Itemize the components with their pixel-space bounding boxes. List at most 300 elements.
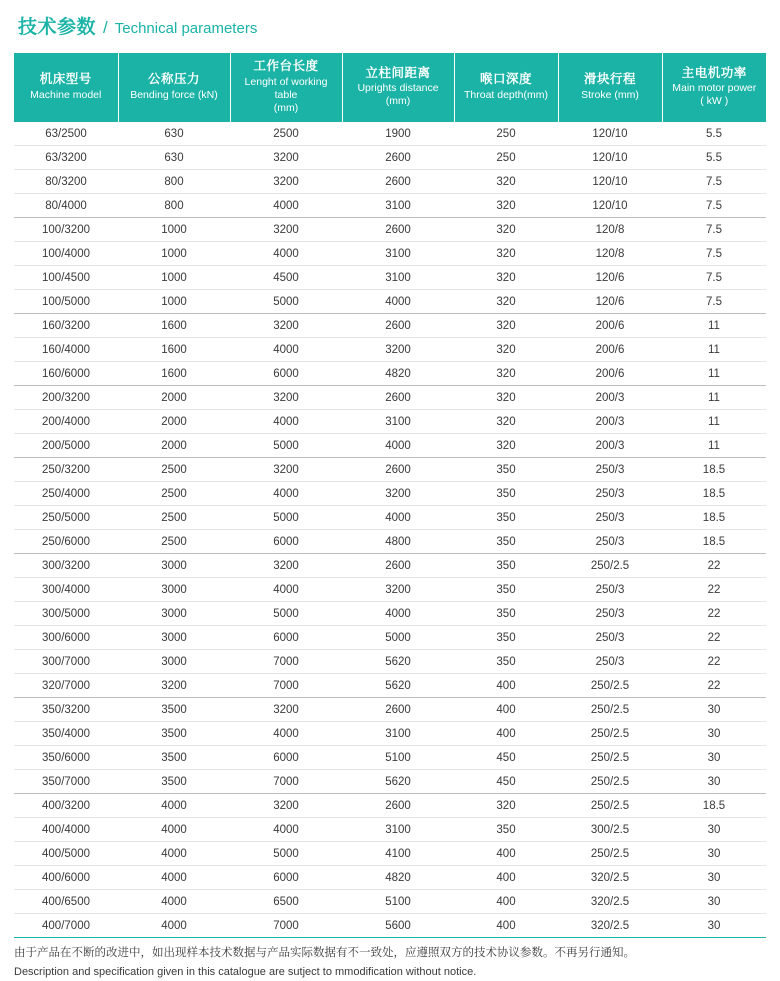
- footer-note: [14, 945, 766, 981]
- table-cell: 5000: [230, 602, 342, 626]
- table-cell: 80/3200: [14, 170, 118, 194]
- table-cell: 350: [454, 650, 558, 674]
- table-cell: 4000: [118, 914, 230, 938]
- footer-note-cn: 由于产品在不断的改进中，如出现样本技术数据与产品实际数据有不一致处，应遵照双方的技术协议参数。不再另行通知。: [14, 947, 635, 959]
- table-row: [14, 554, 766, 578]
- table-cell: 300/7000: [14, 650, 118, 674]
- table-cell: 320: [454, 314, 558, 338]
- table-cell: 30: [662, 890, 766, 914]
- table-cell: 30: [662, 746, 766, 770]
- table-cell: 30: [662, 866, 766, 890]
- table-cell: 1000: [118, 242, 230, 266]
- table-cell: 2600: [342, 218, 454, 242]
- table-cell: 160/4000: [14, 338, 118, 362]
- table-row: [14, 698, 766, 722]
- table-cell: 2600: [342, 794, 454, 818]
- table-cell: 3000: [118, 626, 230, 650]
- table-row: [14, 746, 766, 770]
- table-cell: 100/4000: [14, 242, 118, 266]
- table-cell: 350: [454, 458, 558, 482]
- table-cell: 4000: [118, 866, 230, 890]
- table-cell: 320: [454, 194, 558, 218]
- table-cell: 18.5: [662, 506, 766, 530]
- table-cell: 400: [454, 890, 558, 914]
- table-cell: 7.5: [662, 266, 766, 290]
- table-cell: 250: [454, 146, 558, 170]
- table-cell: 4000: [342, 506, 454, 530]
- table-cell: 4100: [342, 842, 454, 866]
- table-cell: 350/6000: [14, 746, 118, 770]
- table-cell: 30: [662, 722, 766, 746]
- table-cell: 350: [454, 506, 558, 530]
- column-header-cn: 公称压力: [147, 72, 200, 87]
- table-cell: 3500: [118, 722, 230, 746]
- table-cell: 300/5000: [14, 602, 118, 626]
- table-cell: 18.5: [662, 482, 766, 506]
- table-cell: 630: [118, 146, 230, 170]
- table-cell: 2500: [118, 530, 230, 554]
- table-cell: 6000: [230, 362, 342, 386]
- table-cell: 11: [662, 434, 766, 458]
- column-header-cn: 喉口深度: [479, 72, 532, 87]
- column-header-en: Main motor power: [672, 82, 757, 95]
- table-row: [14, 818, 766, 842]
- table-cell: 4000: [230, 722, 342, 746]
- table-cell: 320: [454, 386, 558, 410]
- table-cell: 250/3: [558, 530, 662, 554]
- table-cell: 320: [454, 170, 558, 194]
- table-cell: 4000: [118, 794, 230, 818]
- table-cell: 350: [454, 626, 558, 650]
- table-cell: 11: [662, 314, 766, 338]
- table-cell: 4000: [230, 338, 342, 362]
- table-cell: 250/6000: [14, 530, 118, 554]
- table-row: [14, 530, 766, 554]
- table-cell: 200/6: [558, 314, 662, 338]
- table-cell: 3000: [118, 650, 230, 674]
- table-row: [14, 338, 766, 362]
- table-cell: 4500: [230, 266, 342, 290]
- table-cell: 200/4000: [14, 410, 118, 434]
- table-cell: 400/5000: [14, 842, 118, 866]
- table-cell: 800: [118, 170, 230, 194]
- table-row: [14, 362, 766, 386]
- table-cell: 350/7000: [14, 770, 118, 794]
- table-cell: 350/4000: [14, 722, 118, 746]
- table-cell: 4800: [342, 530, 454, 554]
- table-cell: 4820: [342, 362, 454, 386]
- table-cell: 3000: [118, 554, 230, 578]
- table-row: [14, 842, 766, 866]
- table-cell: 200/3: [558, 434, 662, 458]
- table-cell: 4000: [230, 242, 342, 266]
- table-cell: 300/3200: [14, 554, 118, 578]
- table-cell: 6000: [230, 530, 342, 554]
- table-cell: 350: [454, 530, 558, 554]
- table-cell: 2600: [342, 146, 454, 170]
- table-row: [14, 722, 766, 746]
- table-cell: 5600: [342, 914, 454, 938]
- table-cell: 5000: [230, 842, 342, 866]
- table-row: [14, 458, 766, 482]
- column-header-en: Uprights distance: [357, 82, 439, 95]
- table-cell: 350: [454, 578, 558, 602]
- table-cell: 3500: [118, 770, 230, 794]
- table-cell: 350/3200: [14, 698, 118, 722]
- table-cell: 160/3200: [14, 314, 118, 338]
- table-cell: 350: [454, 482, 558, 506]
- table-cell: 350: [454, 554, 558, 578]
- table-cell: 250/2.5: [558, 554, 662, 578]
- table-cell: 5.5: [662, 122, 766, 146]
- table-cell: 5620: [342, 770, 454, 794]
- table-cell: 3500: [118, 698, 230, 722]
- table-cell: 2000: [118, 386, 230, 410]
- table-cell: 3200: [230, 386, 342, 410]
- table-cell: 6000: [230, 746, 342, 770]
- table-cell: 22: [662, 626, 766, 650]
- table-cell: 3100: [342, 266, 454, 290]
- table-cell: 3200: [342, 482, 454, 506]
- table-cell: 320: [454, 266, 558, 290]
- table-cell: 400: [454, 722, 558, 746]
- table-cell: 250/2.5: [558, 794, 662, 818]
- table-cell: 6000: [230, 626, 342, 650]
- table-cell: 4000: [230, 482, 342, 506]
- table-row: [14, 314, 766, 338]
- page-title: [14, 12, 766, 39]
- table-cell: 320: [454, 290, 558, 314]
- table-cell: 5000: [230, 506, 342, 530]
- table-cell: 4000: [342, 602, 454, 626]
- column-header-2: [118, 53, 230, 122]
- table-cell: 4820: [342, 866, 454, 890]
- table-row: [14, 866, 766, 890]
- table-cell: 120/8: [558, 218, 662, 242]
- table-cell: 250/2.5: [558, 746, 662, 770]
- table-row: [14, 410, 766, 434]
- table-cell: 250/3: [558, 506, 662, 530]
- table-cell: 200/3200: [14, 386, 118, 410]
- table-cell: 2600: [342, 170, 454, 194]
- table-cell: 250/2.5: [558, 674, 662, 698]
- column-header-6: [558, 53, 662, 122]
- table-cell: 5100: [342, 746, 454, 770]
- column-header-3: [230, 53, 342, 122]
- table-cell: 320: [454, 338, 558, 362]
- table-cell: 3200: [118, 674, 230, 698]
- table-cell: 250/2.5: [558, 770, 662, 794]
- column-header-7: [662, 53, 766, 122]
- table-cell: 320: [454, 794, 558, 818]
- table-cell: 320: [454, 242, 558, 266]
- table-cell: 100/3200: [14, 218, 118, 242]
- column-header-en: Lenght of working table: [244, 75, 328, 101]
- table-cell: 3000: [118, 578, 230, 602]
- table-cell: 400: [454, 842, 558, 866]
- table-cell: 100/5000: [14, 290, 118, 314]
- table-cell: 1900: [342, 122, 454, 146]
- table-cell: 350: [454, 818, 558, 842]
- table-cell: 4000: [230, 410, 342, 434]
- table-cell: 200/6: [558, 338, 662, 362]
- table-cell: 250/2.5: [558, 722, 662, 746]
- table-cell: 250/3: [558, 578, 662, 602]
- table-cell: 5620: [342, 650, 454, 674]
- table-row: [14, 170, 766, 194]
- table-cell: 2000: [118, 434, 230, 458]
- table-cell: 2000: [118, 410, 230, 434]
- column-header-en-unit: (mm): [273, 101, 299, 114]
- table-cell: 22: [662, 554, 766, 578]
- table-cell: 320: [454, 362, 558, 386]
- table-cell: 22: [662, 674, 766, 698]
- table-cell: 2600: [342, 458, 454, 482]
- table-cell: 3200: [230, 698, 342, 722]
- column-header-en: Machine model: [30, 88, 102, 101]
- table-cell: 250: [454, 122, 558, 146]
- column-header-5: [454, 53, 558, 122]
- table-row: [14, 146, 766, 170]
- table-row: [14, 770, 766, 794]
- table-row: [14, 626, 766, 650]
- table-row: [14, 194, 766, 218]
- table-cell: 250/3200: [14, 458, 118, 482]
- column-header-en-unit: (mm): [385, 95, 411, 108]
- table-cell: 800: [118, 194, 230, 218]
- table-cell: 2600: [342, 314, 454, 338]
- table-cell: 200/3: [558, 386, 662, 410]
- table-row: [14, 650, 766, 674]
- table-row: [14, 914, 766, 938]
- table-cell: 22: [662, 602, 766, 626]
- column-header-cn: 机床型号: [39, 72, 92, 87]
- table-cell: 3200: [230, 146, 342, 170]
- table-cell: 3500: [118, 746, 230, 770]
- table-cell: 1600: [118, 338, 230, 362]
- table-cell: 11: [662, 362, 766, 386]
- table-cell: 3200: [230, 170, 342, 194]
- table-cell: 11: [662, 410, 766, 434]
- table-cell: 3000: [118, 602, 230, 626]
- table-cell: 1600: [118, 362, 230, 386]
- table-cell: 400: [454, 674, 558, 698]
- table-cell: 250/4000: [14, 482, 118, 506]
- table-cell: 2500: [118, 458, 230, 482]
- table-cell: 22: [662, 578, 766, 602]
- table-row: [14, 482, 766, 506]
- table-cell: 1000: [118, 218, 230, 242]
- table-cell: 320/7000: [14, 674, 118, 698]
- table-row: [14, 506, 766, 530]
- table-row: [14, 890, 766, 914]
- table-cell: 3200: [342, 578, 454, 602]
- table-cell: 63/2500: [14, 122, 118, 146]
- table-cell: 5000: [230, 290, 342, 314]
- table-row: [14, 218, 766, 242]
- table-cell: 11: [662, 338, 766, 362]
- table-cell: 3200: [230, 314, 342, 338]
- table-cell: 400/7000: [14, 914, 118, 938]
- table-cell: 3100: [342, 242, 454, 266]
- table-cell: 250/3: [558, 482, 662, 506]
- column-header-en-unit: ( kW ): [700, 95, 729, 108]
- table-body: [14, 122, 766, 938]
- table-cell: 250/2.5: [558, 698, 662, 722]
- table-cell: 300/2.5: [558, 818, 662, 842]
- table-cell: 3100: [342, 194, 454, 218]
- table-cell: 3100: [342, 818, 454, 842]
- table-cell: 3200: [230, 218, 342, 242]
- page-title-separator: /: [103, 18, 108, 37]
- table-cell: 3100: [342, 722, 454, 746]
- table-cell: 100/4500: [14, 266, 118, 290]
- table-cell: 250/3: [558, 458, 662, 482]
- table-cell: 320/2.5: [558, 866, 662, 890]
- table-cell: 320: [454, 434, 558, 458]
- table-cell: 18.5: [662, 458, 766, 482]
- table-cell: 4000: [118, 842, 230, 866]
- column-header-4: [342, 53, 454, 122]
- table-cell: 630: [118, 122, 230, 146]
- table-cell: 400/6000: [14, 866, 118, 890]
- table-cell: 2600: [342, 698, 454, 722]
- table-header-row: [14, 53, 766, 122]
- table-row: [14, 242, 766, 266]
- table-cell: 400: [454, 698, 558, 722]
- table-cell: 1600: [118, 314, 230, 338]
- footer-note-en: Description and specification given in this catalogue are sutject to mmodification without notice.: [14, 966, 477, 979]
- table-cell: 350: [454, 602, 558, 626]
- table-row: [14, 794, 766, 818]
- table-cell: 3200: [342, 338, 454, 362]
- table-cell: 4000: [342, 434, 454, 458]
- table-cell: 4000: [230, 194, 342, 218]
- table-cell: 5000: [342, 626, 454, 650]
- table-cell: 4000: [342, 290, 454, 314]
- table-cell: 400/6500: [14, 890, 118, 914]
- table-row: [14, 434, 766, 458]
- table-cell: 4000: [230, 578, 342, 602]
- table-cell: 18.5: [662, 794, 766, 818]
- table-cell: 1000: [118, 266, 230, 290]
- table-cell: 7.5: [662, 242, 766, 266]
- table-cell: 300/6000: [14, 626, 118, 650]
- table-cell: 200/3: [558, 410, 662, 434]
- column-header-en: Bending force (kN): [130, 88, 218, 101]
- table-cell: 120/6: [558, 290, 662, 314]
- technical-parameters-table: [14, 53, 766, 938]
- table-cell: 120/10: [558, 122, 662, 146]
- table-cell: 4000: [118, 818, 230, 842]
- table-cell: 7000: [230, 770, 342, 794]
- table-cell: 320/2.5: [558, 914, 662, 938]
- table-cell: 320: [454, 410, 558, 434]
- table-header: [14, 53, 766, 122]
- table-row: [14, 578, 766, 602]
- column-header-cn: 主电机功率: [681, 65, 747, 80]
- table-cell: 450: [454, 746, 558, 770]
- table-cell: 5.5: [662, 146, 766, 170]
- table-cell: 7000: [230, 674, 342, 698]
- table-cell: 3100: [342, 410, 454, 434]
- table-cell: 7.5: [662, 290, 766, 314]
- table-cell: 2600: [342, 386, 454, 410]
- page-title-cn: 技术参数: [18, 17, 97, 38]
- table-cell: 30: [662, 914, 766, 938]
- table-cell: 30: [662, 698, 766, 722]
- table-cell: 5620: [342, 674, 454, 698]
- table-cell: 250/2.5: [558, 842, 662, 866]
- table-cell: 320: [454, 218, 558, 242]
- table-row: [14, 674, 766, 698]
- table-row: [14, 266, 766, 290]
- table-cell: 7.5: [662, 218, 766, 242]
- table-cell: 7000: [230, 914, 342, 938]
- table-cell: 120/6: [558, 266, 662, 290]
- table-cell: 450: [454, 770, 558, 794]
- table-cell: 7000: [230, 650, 342, 674]
- table-cell: 250/3: [558, 626, 662, 650]
- table-cell: 200/6: [558, 362, 662, 386]
- table-cell: 2500: [118, 482, 230, 506]
- table-cell: 300/4000: [14, 578, 118, 602]
- column-header-en: Throat depth(mm): [463, 88, 549, 101]
- table-row: [14, 122, 766, 146]
- table-cell: 3200: [230, 794, 342, 818]
- table-cell: 160/6000: [14, 362, 118, 386]
- table-cell: 2500: [118, 506, 230, 530]
- table-cell: 22: [662, 650, 766, 674]
- table-cell: 11: [662, 386, 766, 410]
- table-cell: 3200: [230, 554, 342, 578]
- table-cell: 6500: [230, 890, 342, 914]
- column-header-1: [14, 53, 118, 122]
- table-cell: 120/10: [558, 194, 662, 218]
- table-cell: 400: [454, 914, 558, 938]
- table-cell: 250/5000: [14, 506, 118, 530]
- column-header-cn: 滑块行程: [583, 72, 636, 87]
- table-cell: 4000: [118, 890, 230, 914]
- table-cell: 200/5000: [14, 434, 118, 458]
- column-header-en: Stroke (mm): [581, 88, 639, 101]
- table-cell: 400/4000: [14, 818, 118, 842]
- table-cell: 5000: [230, 434, 342, 458]
- table-cell: 320/2.5: [558, 890, 662, 914]
- table-cell: 80/4000: [14, 194, 118, 218]
- page-title-en: Technical parameters: [114, 20, 258, 37]
- table-cell: 3200: [230, 458, 342, 482]
- table-cell: 120/10: [558, 146, 662, 170]
- column-header-cn: 工作台长度: [253, 59, 319, 73]
- table-cell: 2500: [230, 122, 342, 146]
- table-cell: 120/10: [558, 170, 662, 194]
- table-cell: 5100: [342, 890, 454, 914]
- table-cell: 250/3: [558, 602, 662, 626]
- table-cell: 6000: [230, 866, 342, 890]
- table-cell: 250/3: [558, 650, 662, 674]
- table-cell: 400: [454, 866, 558, 890]
- table-cell: 400/3200: [14, 794, 118, 818]
- table-cell: 7.5: [662, 194, 766, 218]
- table-cell: 2600: [342, 554, 454, 578]
- table-cell: 63/3200: [14, 146, 118, 170]
- table-cell: 4000: [230, 818, 342, 842]
- table-cell: 1000: [118, 290, 230, 314]
- table-cell: 30: [662, 770, 766, 794]
- table-row: [14, 602, 766, 626]
- column-header-cn: 立柱间距离: [365, 65, 431, 80]
